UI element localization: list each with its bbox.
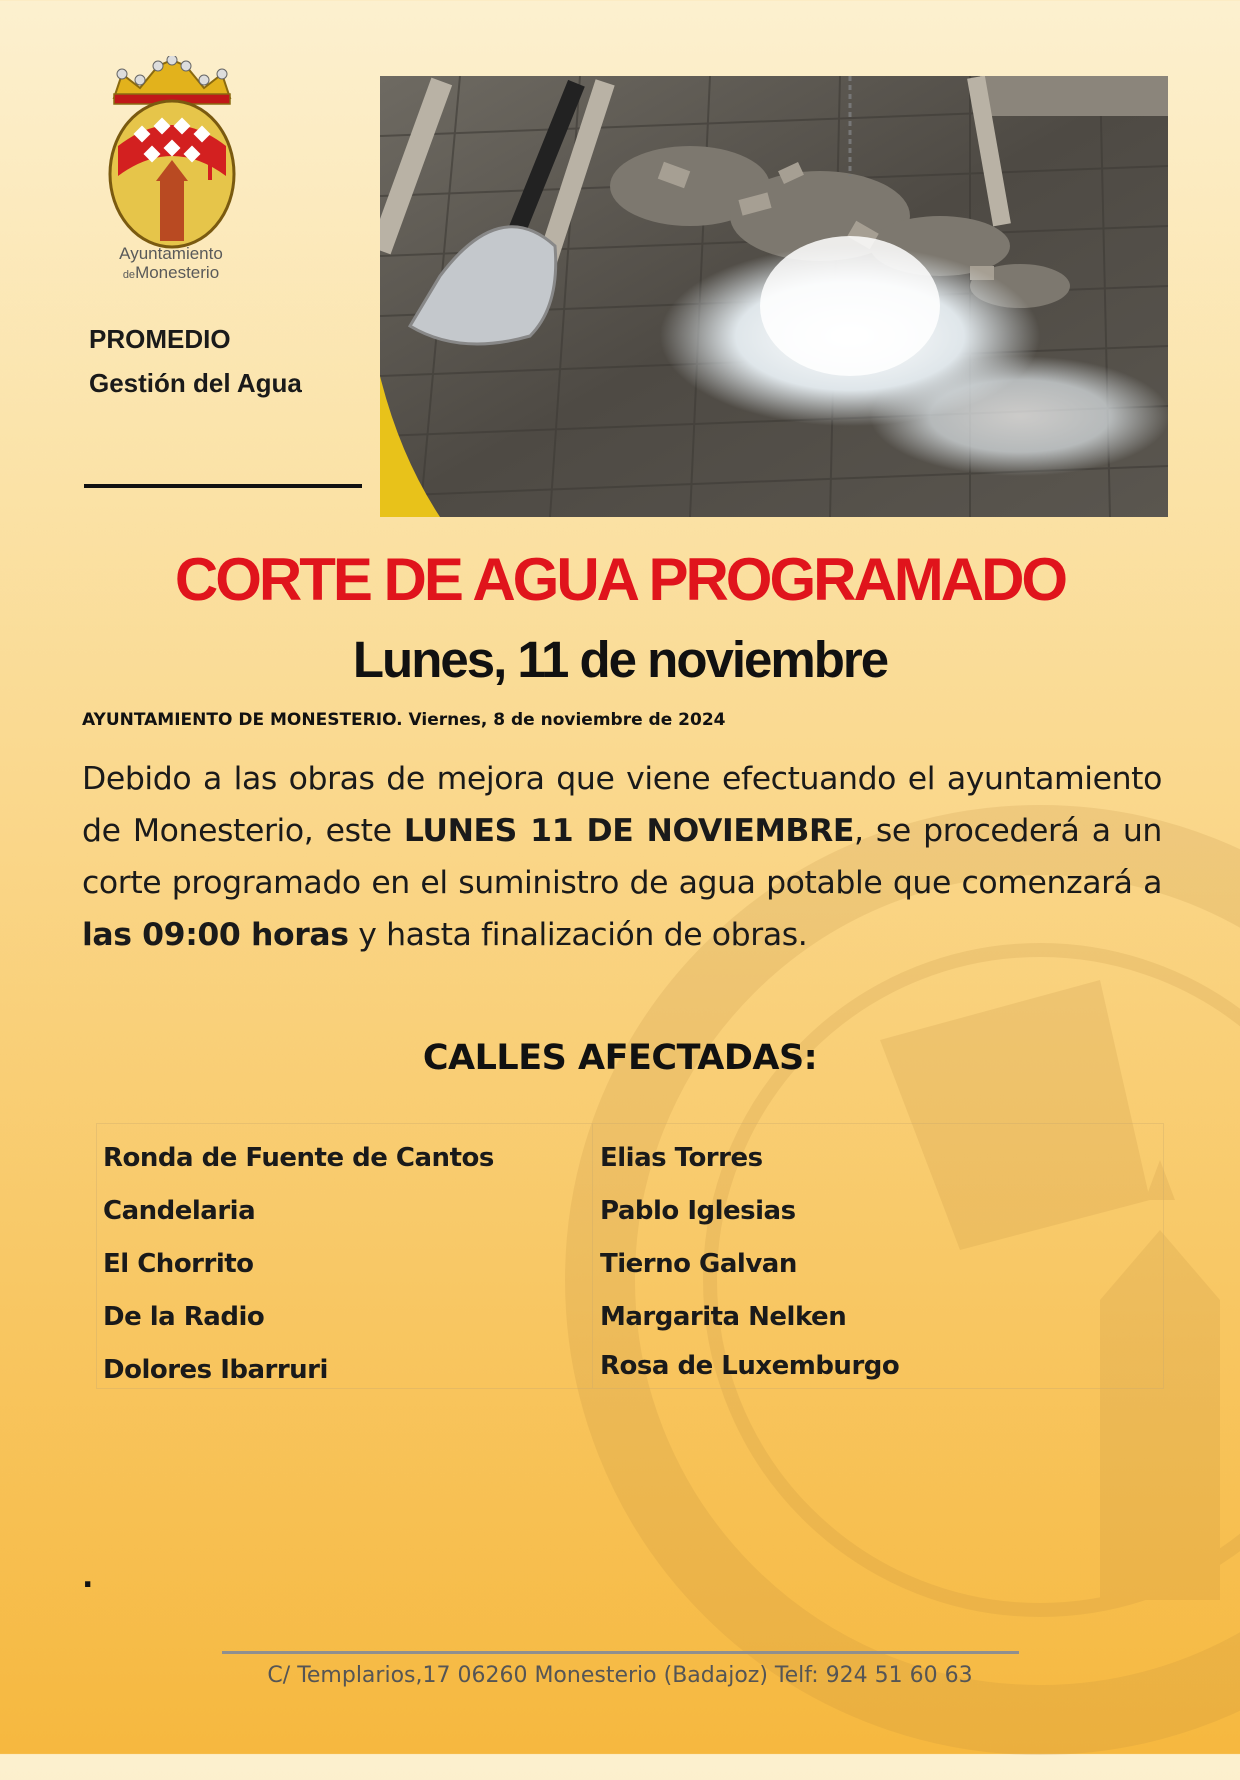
logo-caption-line1: Ayuntamiento [119, 244, 223, 263]
body-part2: , se procederá a un corte programado en el suministro de agua potable que comenzará a [82, 813, 1162, 901]
promedio-line1: PROMEDIO [89, 324, 231, 354]
street-item: Margarita Nelken [600, 1302, 847, 1332]
body-part1: Debido a las obras de mejora que viene efectuando el ayuntamiento de Monesterio, este [82, 761, 1162, 849]
promedio-line2: Gestión del Agua [89, 368, 302, 398]
body-bold-date: LUNES 11 DE NOVIEMBRE [403, 813, 854, 849]
streets-left-column [103, 1132, 494, 1397]
logo-caption-line2 [86, 263, 256, 285]
header-divider [84, 484, 362, 488]
streets-heading: CALLES AFECTADAS: [422, 1038, 818, 1078]
street-item: Rosa de Luxemburgo [600, 1351, 900, 1381]
street-item: Candelaria [103, 1196, 256, 1226]
street-item: Dolores Ibarruri [103, 1355, 328, 1385]
streets-column-divider [592, 1124, 593, 1388]
logo-caption [86, 244, 256, 285]
stray-dot: . [82, 1560, 94, 1595]
body-bold-time: las 09:00 horas [82, 917, 349, 953]
page-subtitle: Lunes, 11 de noviembre [352, 631, 888, 688]
streets-table [96, 1123, 1164, 1389]
street-item: Pablo Iglesias [600, 1196, 796, 1226]
street-item: El Chorrito [103, 1249, 254, 1279]
logo-caption-town: Monesterio [135, 263, 220, 282]
street-item: De la Radio [103, 1302, 265, 1332]
footer-address: C/ Templarios,17 06260 Monesterio (Badajoz) Telf: 924 51 60 63 [267, 1663, 973, 1688]
street-item: Elias Torres [600, 1143, 763, 1173]
water-pipe-burst-photo [380, 76, 1168, 517]
logo-caption-de: de [122, 269, 136, 281]
page-title: CORTE DE AGUA PROGRAMADO [174, 546, 1066, 613]
footer-divider [222, 1651, 1019, 1654]
promedio-heading [89, 317, 302, 405]
street-item: Tierno Galvan [600, 1249, 797, 1279]
notice-body [82, 753, 1162, 961]
street-item: Ronda de Fuente de Cantos [103, 1143, 494, 1173]
body-part3: y hasta finalización de obras. [348, 917, 808, 953]
streets-right-column [600, 1132, 899, 1393]
dateline: AYUNTAMIENTO DE MONESTERIO. Viernes, 8 de noviembre de 2024 [82, 710, 726, 730]
